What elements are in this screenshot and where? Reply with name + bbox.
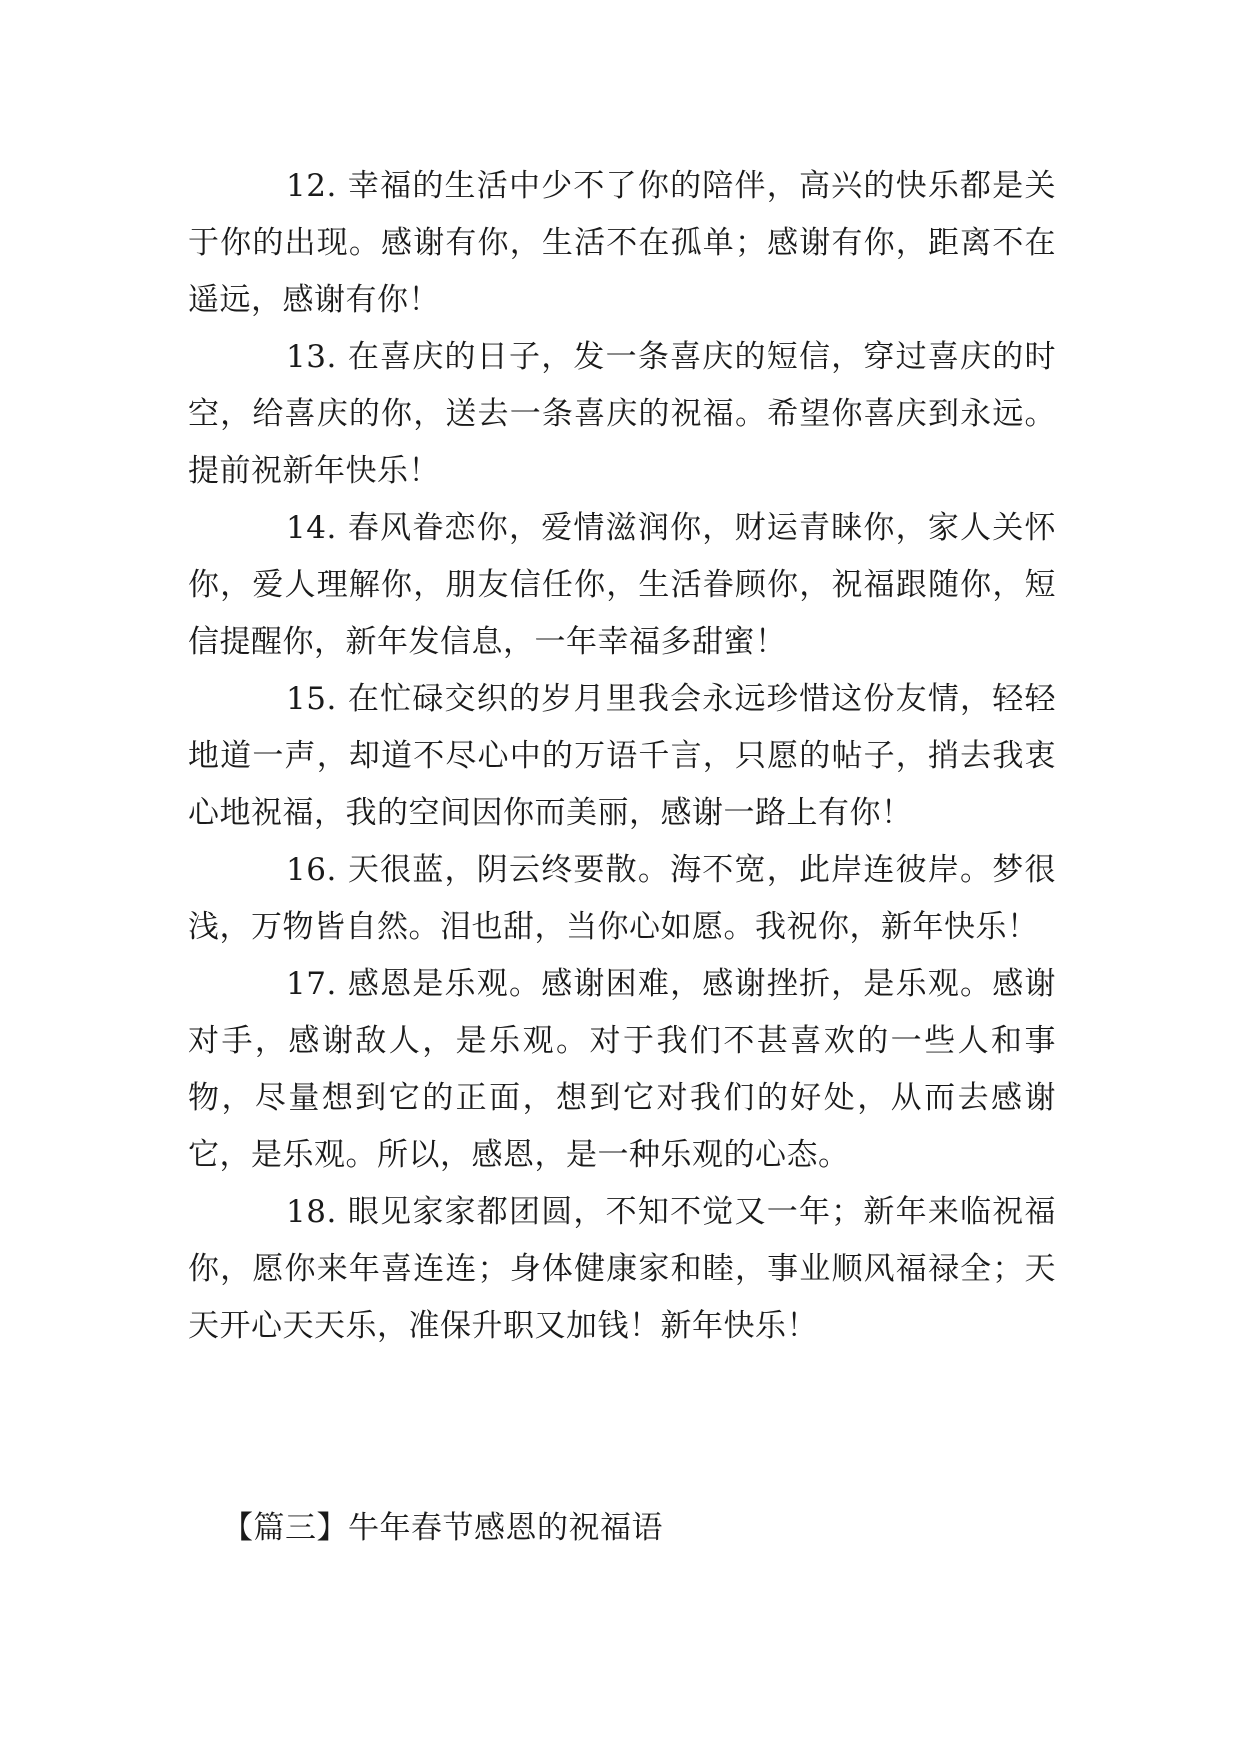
paragraph-16: 16. 天很蓝，阴云终要散。海不宽，此岸连彼岸。梦很浅，万物皆自然。泪也甜，当你心如愿。我祝你，新年快乐！ [188,852,1056,945]
paragraph-17: 17. 感恩是乐观。感谢困难，感谢挫折，是乐观。感谢对手，感谢敌人，是乐观。对于我们不甚喜欢的一些人和事物，尽量想到它的正面，想到它对我们的好处，从而去感谢它，是乐观。所以，感恩，是一种乐观的心态。 [188,966,1056,1173]
body-text [188,158,1056,1355]
section-heading: 【篇三】牛年春节感恩的祝福语 [222,1510,663,1546]
paragraph-15: 15. 在忙碌交织的岁月里我会永远珍惜这份友情，轻轻地道一声，却道不尽心中的万语千言，只愿的帖子，捎去我衷心地祝福，我的空间因你而美丽，感谢一路上有你！ [188,681,1056,831]
paragraph-12: 12. 幸福的生活中少不了你的陪伴，高兴的快乐都是关于你的出现。感谢有你，生活不在孤单；感谢有你，距离不在遥远，感谢有你！ [188,168,1056,318]
paragraph-13: 13. 在喜庆的日子，发一条喜庆的短信，穿过喜庆的时空，给喜庆的你，送去一条喜庆的祝福。希望你喜庆到永远。提前祝新年快乐！ [188,339,1056,489]
paragraph-14: 14. 春风眷恋你，爱情滋润你，财运青睐你，家人关怀你，爱人理解你，朋友信任你，生活眷顾你，祝福跟随你，短信提醒你，新年发信息，一年幸福多甜蜜！ [188,510,1056,660]
paragraph-18: 18. 眼见家家都团圆，不知不觉又一年；新年来临祝福你，愿你来年喜连连；身体健康家和睦，事业顺风福禄全；天天开心天天乐，准保升职又加钱！新年快乐！ [188,1194,1056,1344]
